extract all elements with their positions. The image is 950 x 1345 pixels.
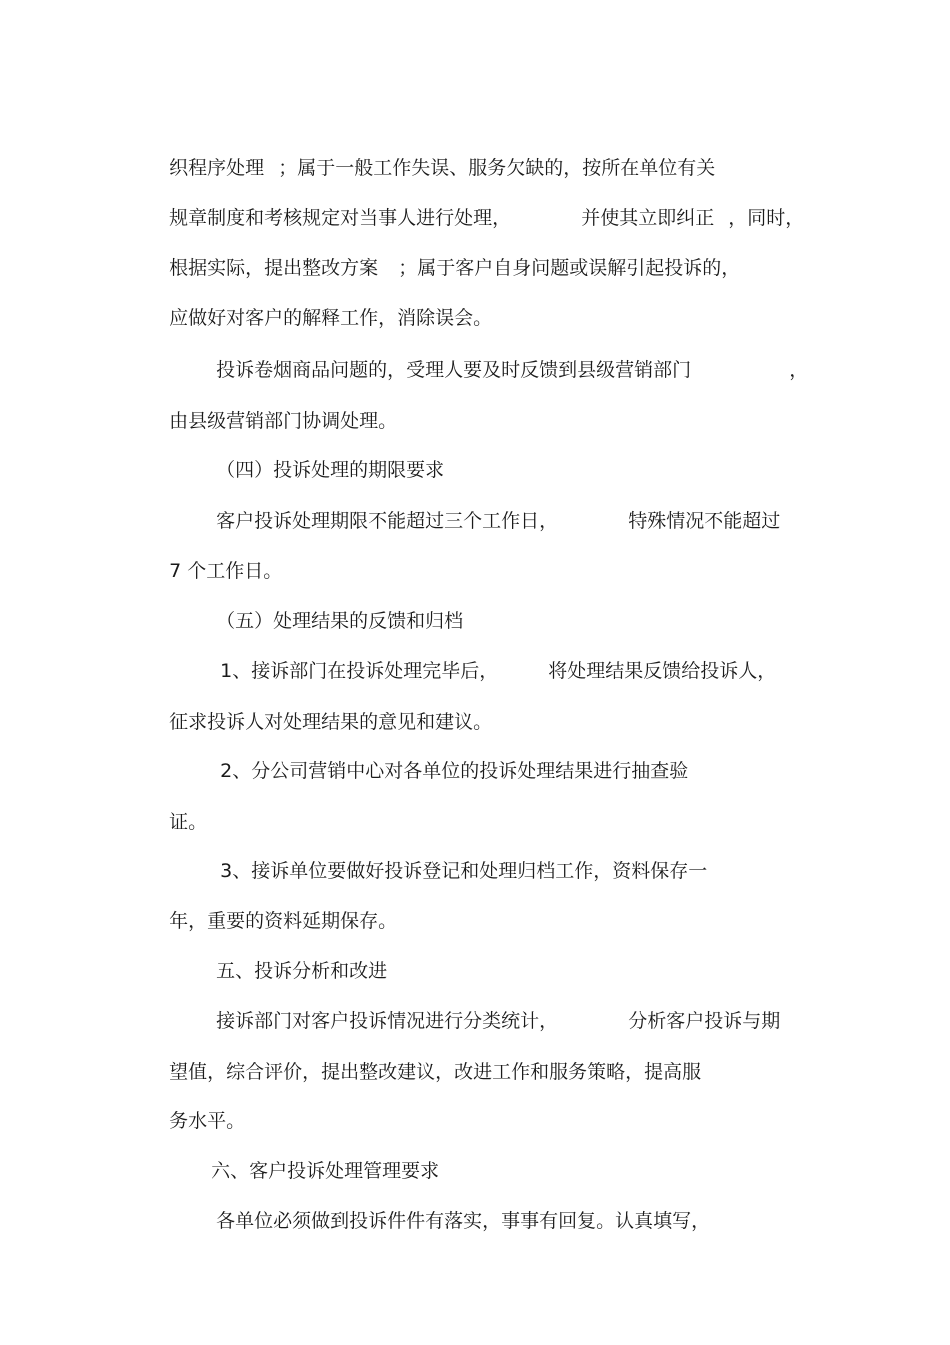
text-segment: 客户投诉处理期限不能超过三个工作日， bbox=[216, 510, 559, 532]
text-segment: 各单位必须做到投诉件件有落实，事事有回复。认真填写， bbox=[216, 1210, 711, 1232]
text-segment: ，同时， bbox=[728, 207, 805, 229]
text-segment: 将处理结果反馈给投诉人， bbox=[548, 660, 777, 682]
text-segment: 六、客户投诉处理管理要求 bbox=[211, 1160, 440, 1182]
text-segment: 1、接诉部门在投诉处理完毕后， bbox=[220, 660, 499, 682]
text-segment: 根据实际，提出整改方案 bbox=[169, 257, 379, 279]
text-segment: （四）投诉处理的期限要求 bbox=[216, 459, 445, 481]
text-segment: ， bbox=[789, 359, 809, 381]
text-segment: 应做好对客户的解释工作，消除误会。 bbox=[169, 307, 493, 329]
text-line bbox=[196, 735, 688, 807]
text-segment: ；属于一般工作失误、服务欠缺的，按所在单位有关 bbox=[278, 157, 716, 179]
text-segment: 7 个工作日。 bbox=[169, 560, 283, 582]
text-line bbox=[192, 1185, 710, 1257]
text-segment: 分析客户投诉与期 bbox=[628, 1010, 781, 1032]
text-segment: 望值，综合评价，提出整改建议，改进工作和服务策略，提高服 bbox=[169, 1061, 702, 1083]
text-segment: 特殊情况不能超过 bbox=[628, 510, 781, 532]
text-segment: ；属于客户自身问题或误解引起投诉的， bbox=[398, 257, 741, 279]
text-segment: 3、接诉单位要做好投诉登记和处理归档工作，资料保存一 bbox=[220, 860, 708, 882]
text-segment: 2、分公司营销中心对各单位的投诉处理结果进行抽查验 bbox=[220, 760, 689, 782]
text-segment: 五、投诉分析和改进 bbox=[216, 960, 388, 982]
text-segment: 接诉部门对客户投诉情况进行分类统计， bbox=[216, 1010, 559, 1032]
text-segment: （五）处理结果的反馈和归档 bbox=[216, 610, 464, 632]
text-segment: 并使其立即纠正 bbox=[581, 207, 715, 229]
text-segment: 投诉卷烟商品问题的，受理人要及时反馈到县级营销部门 bbox=[216, 359, 692, 381]
text-segment: 证。 bbox=[169, 811, 208, 833]
text-segment: 年，重要的资料延期保存。 bbox=[169, 910, 398, 932]
text-segment: 由县级营销部门协调处理。 bbox=[169, 410, 398, 432]
text-segment: 织程序处理 bbox=[169, 157, 265, 179]
text-segment: 规章制度和考核规定对当事人进行处理， bbox=[169, 207, 512, 229]
text-segment: 征求投诉人对处理结果的意见和建议。 bbox=[169, 711, 493, 733]
text-segment: 务水平。 bbox=[169, 1110, 246, 1132]
